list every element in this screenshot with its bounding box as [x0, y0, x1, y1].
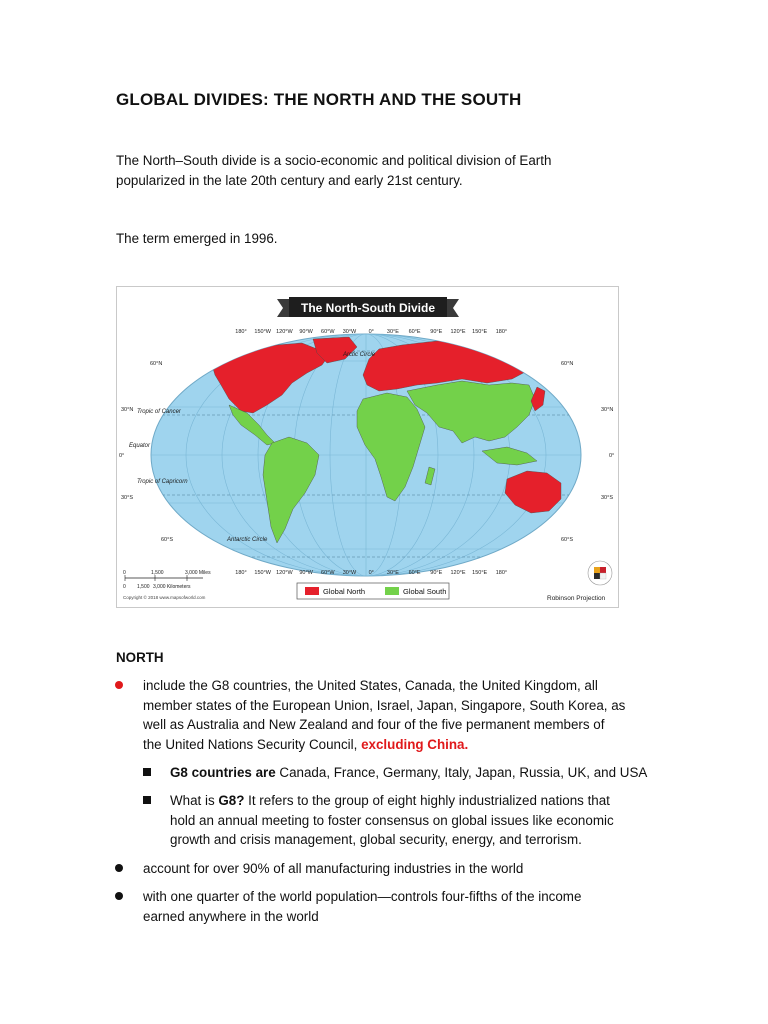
tropic-capricorn-label: Tropic of Capricorn: [137, 479, 188, 485]
g8-countries-list: Canada, France, Germany, Italy, Japan, Russia, UK, and USA: [275, 765, 648, 780]
lat-label: 30°N: [121, 407, 134, 413]
projection-label: Robinson Projection: [547, 595, 606, 602]
north-heading: NORTH: [116, 650, 164, 665]
scale-bar: [123, 570, 211, 600]
scale-label: 0: [123, 570, 126, 576]
north-bullet-3: [143, 887, 581, 926]
text-line: [143, 735, 625, 755]
map-svg: [117, 287, 618, 607]
text-line: well as Australia and New Zealand and four of the five permanent members of: [143, 717, 605, 732]
map-legend: [297, 583, 449, 599]
lat-label: 60°S: [561, 537, 573, 543]
longitude-label: 120°W: [276, 329, 293, 335]
arctic-circle-label: Arctic Circle: [343, 352, 376, 358]
longitude-label: 60°E: [408, 570, 421, 576]
lat-label: 30°S: [121, 495, 133, 501]
text-fragment: It refers to the group of eight highly industrialized nations that: [244, 793, 610, 808]
scale-label: 3,000 Miles: [185, 570, 211, 576]
scale-label: 1,500: [137, 584, 150, 590]
g8-countries-label: G8 countries are: [170, 765, 276, 780]
lat-label: 60°S: [161, 537, 173, 543]
red-bullet-icon: [115, 681, 123, 689]
longitude-labels-bottom: [235, 570, 507, 576]
longitude-labels-top: [235, 329, 507, 335]
longitude-label: 120°W: [276, 570, 293, 576]
antarctic-circle-label: Antarctic Circle: [227, 537, 268, 543]
longitude-label: 150°W: [254, 329, 271, 335]
legend-south-label: Global South: [403, 587, 447, 596]
what-is-g8-subbullet: [170, 791, 614, 850]
longitude-label: 180°: [495, 570, 508, 576]
longitude-label: 150°E: [472, 570, 488, 576]
map-title: The North-South Divide: [301, 301, 435, 315]
scale-label: 3,000 Kilometers: [153, 584, 191, 590]
new-zealand: [567, 509, 581, 527]
north-bullet-2: account for over 90% of all manufacturing industries in the world: [143, 861, 524, 876]
compass-logo-icon: [588, 561, 612, 585]
black-bullet-icon: [115, 892, 123, 900]
square-bullet-icon: [143, 768, 151, 776]
excluding-china-highlight: excluding China.: [361, 736, 469, 752]
longitude-label: 180°: [235, 570, 247, 576]
map-copyright: Copyright © 2018 www.mapsofworld.com: [123, 595, 206, 600]
text-line: hold an annual meeting to foster consensus on global issues like economic: [170, 812, 614, 828]
longitude-label: 30°W: [342, 570, 357, 576]
longitude-label: 180°: [235, 329, 247, 335]
longitude-label: 30°E: [386, 329, 399, 335]
equator-label: Equator: [129, 443, 151, 449]
text-line: earned anywhere in the world: [143, 908, 319, 924]
longitude-label: 0°: [368, 329, 374, 335]
longitude-label: 30°E: [386, 570, 399, 576]
lat-label: 0°: [609, 453, 615, 459]
scale-label: 0: [123, 584, 126, 590]
longitude-label: 90°W: [299, 329, 313, 335]
north-south-map: [116, 286, 619, 608]
black-bullet-icon: [115, 864, 123, 872]
intro-line-1: The North–South divide is a socio-economic and political division of Earth: [116, 153, 552, 168]
map-title-banner: [277, 297, 459, 317]
lat-label: 0°: [119, 453, 125, 459]
longitude-label: 150°E: [472, 329, 488, 335]
longitude-label: 90°W: [299, 570, 313, 576]
term-paragraph: The term emerged in 1996.: [116, 231, 278, 246]
scale-label: 1,500: [151, 570, 164, 576]
lat-label: 30°S: [601, 495, 613, 501]
legend-south-swatch: [385, 587, 399, 595]
longitude-label: 90°E: [430, 329, 443, 335]
text-line: include the G8 countries, the United States, Canada, the United Kingdom, all: [143, 678, 598, 693]
longitude-label: 30°W: [342, 329, 357, 335]
longitude-label: 180°: [495, 329, 508, 335]
g8-question: G8?: [218, 793, 245, 808]
text-line: [170, 791, 614, 811]
text-line: with one quarter of the world population—controls four-fifths of the income: [143, 889, 582, 904]
tropic-cancer-label: Tropic of Cancer: [137, 409, 181, 415]
lat-label: 60°N: [561, 361, 574, 367]
longitude-label: 60°W: [321, 329, 335, 335]
lat-label: 30°N: [601, 407, 614, 413]
longitude-label: 150°W: [254, 570, 271, 576]
longitude-label: 120°E: [450, 570, 466, 576]
text-line: growth and crisis management, global security, energy, and terrorism.: [170, 832, 582, 847]
longitude-label: 120°E: [450, 329, 466, 335]
north-bullet-1: [143, 676, 625, 754]
square-bullet-icon: [143, 796, 151, 804]
intro-line-2: popularized in the late 20th century and early 21st century.: [116, 173, 463, 188]
longitude-label: 60°W: [321, 570, 335, 576]
longitude-label: 60°E: [408, 329, 421, 335]
page-title: GLOBAL DIVIDES: THE NORTH AND THE SOUTH: [116, 90, 522, 109]
text-fragment: the United Nations Security Council,: [143, 736, 362, 752]
lat-label: 60°N: [150, 361, 163, 367]
legend-north-swatch: [305, 587, 319, 595]
longitude-label: 0°: [368, 570, 374, 576]
legend-north-label: Global North: [323, 587, 366, 596]
longitude-label: 90°E: [430, 570, 443, 576]
text-fragment: What is: [170, 793, 219, 808]
intro-paragraph: [116, 151, 636, 191]
text-line: member states of the European Union, Israel, Japan, Singapore, South Korea, as: [143, 697, 626, 713]
g8-countries-subbullet: [170, 763, 647, 783]
